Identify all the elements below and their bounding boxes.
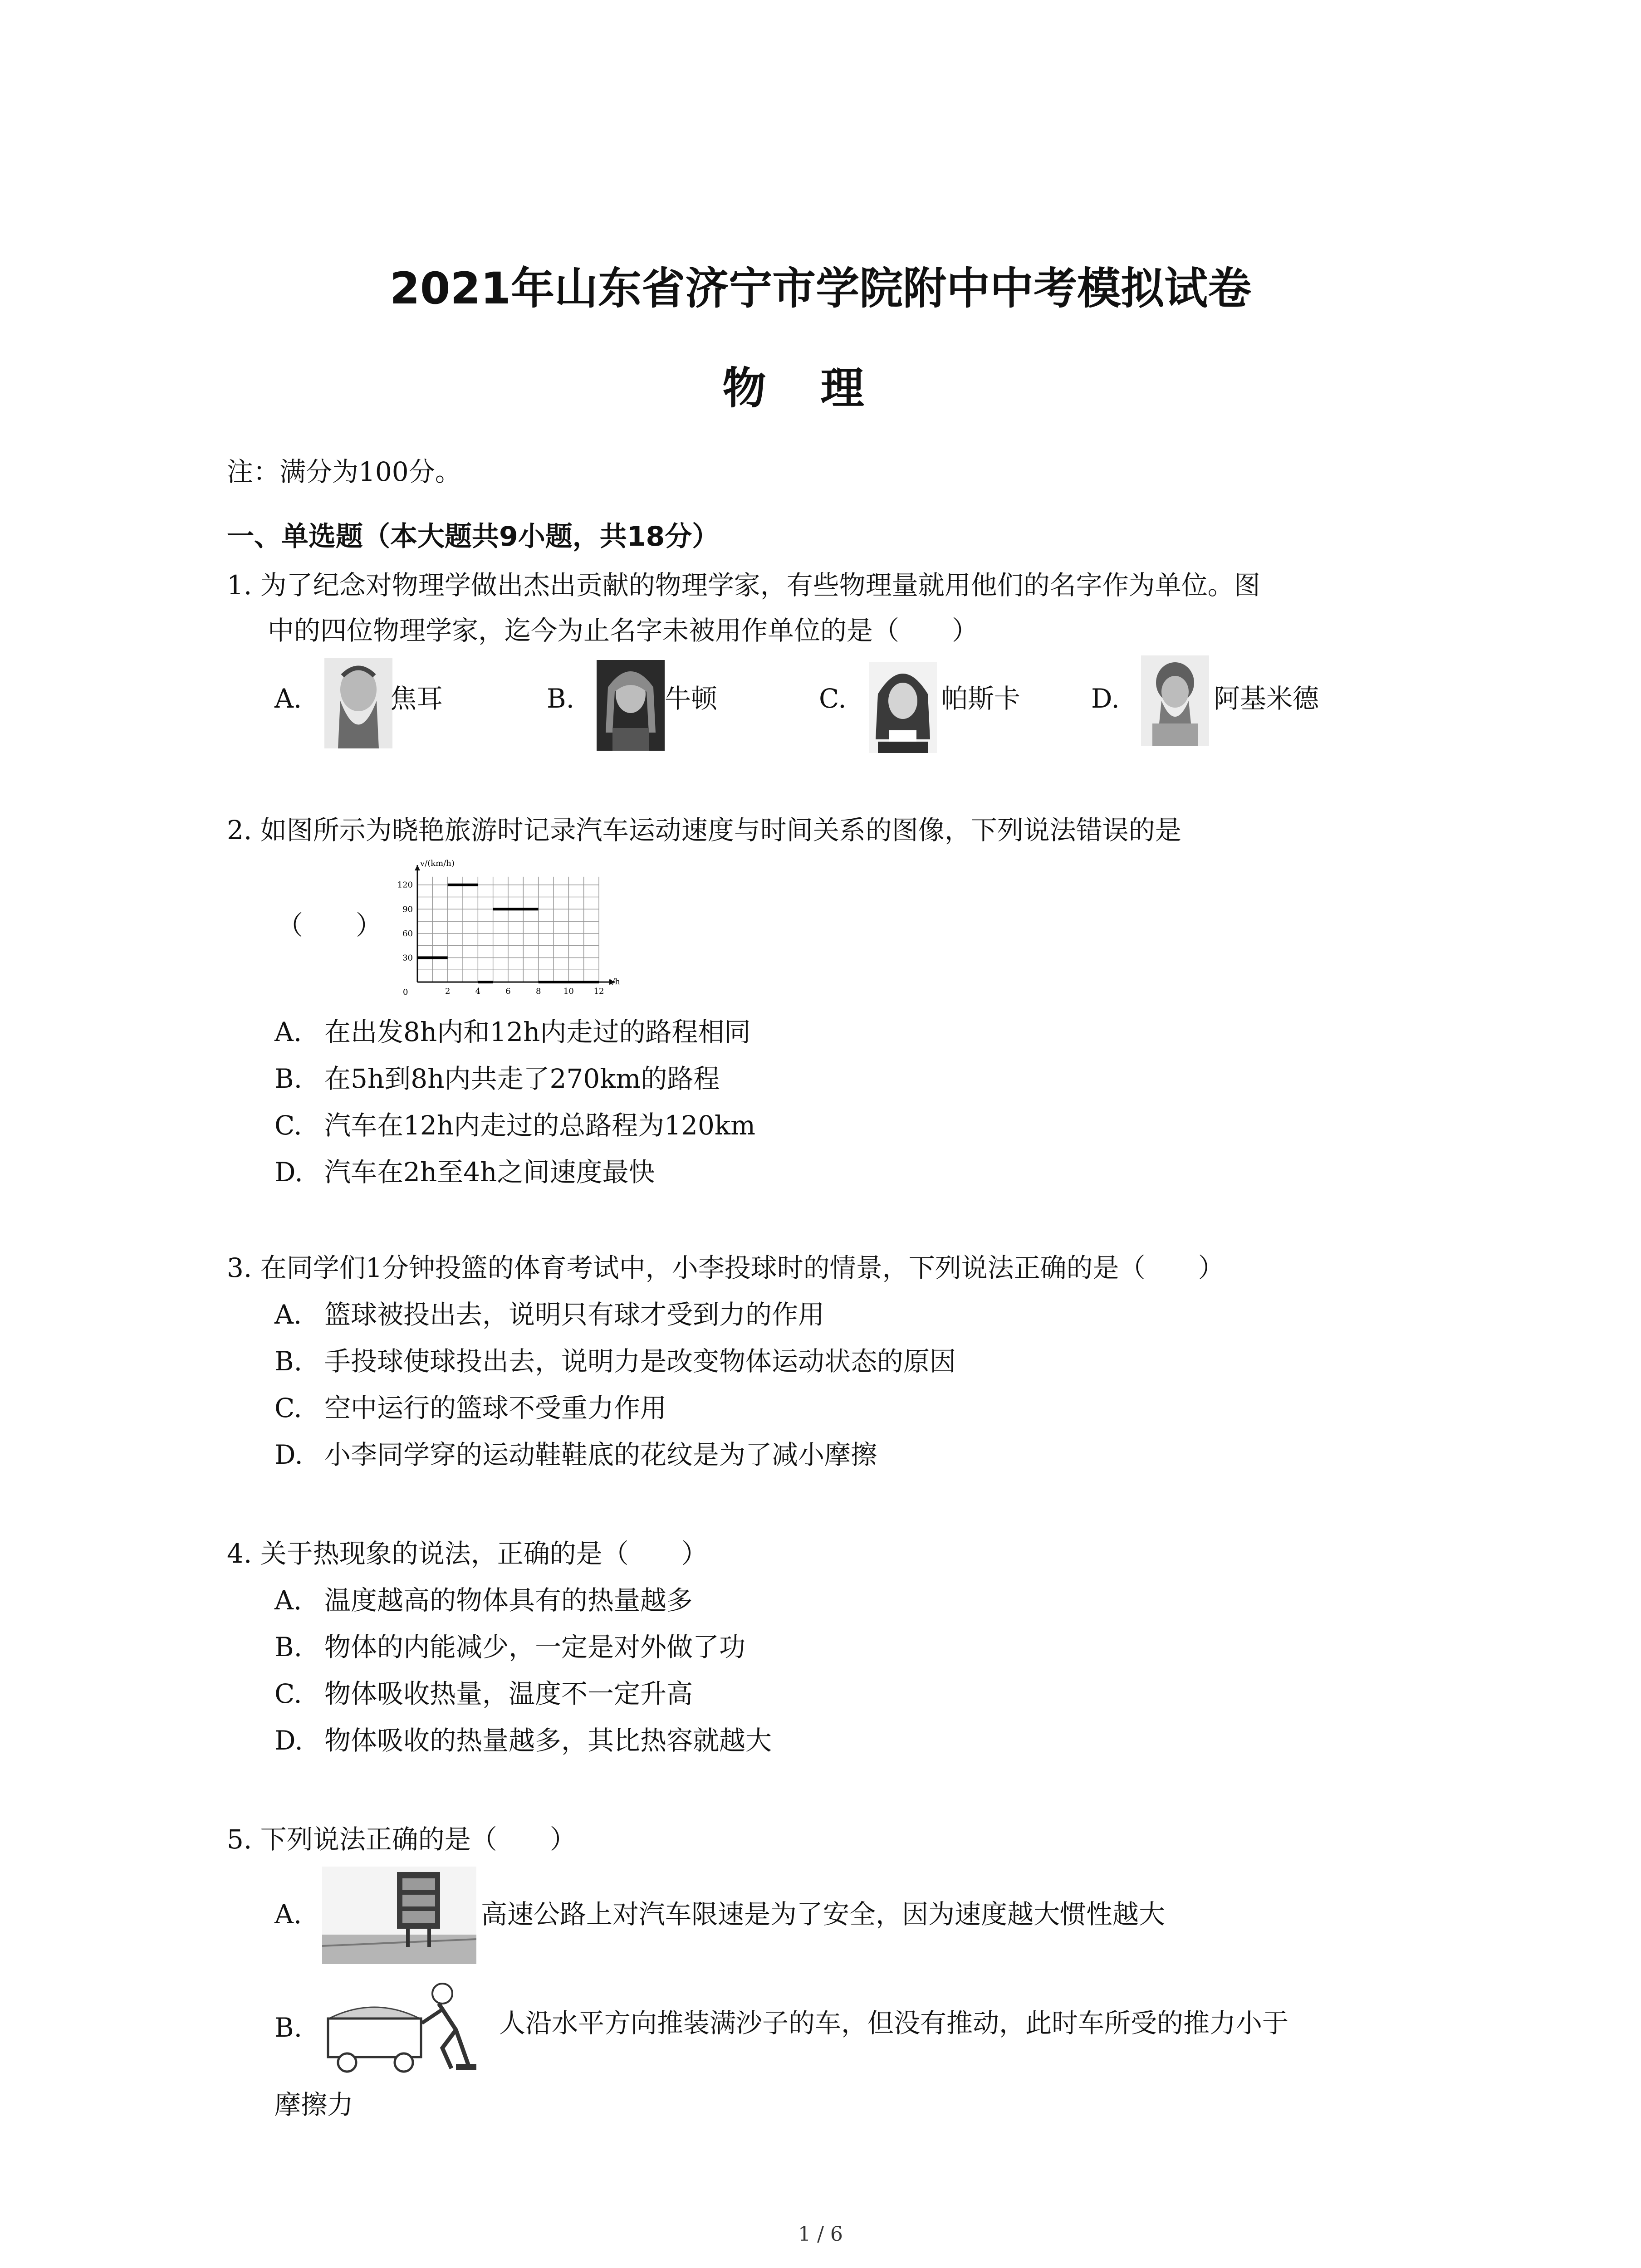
page-number: 1 / 6	[798, 2223, 843, 2246]
y-tick-label: 60	[402, 929, 413, 938]
q3-stem: 3. 在同学们1分钟投篮的体育考试中，小李投球时的情景，下列说法正确的是（ ）	[227, 1252, 1225, 1283]
x-tick-label: 12	[593, 987, 604, 996]
q4-option-a-letter: A.	[274, 1585, 302, 1616]
q5-stem: 5. 下列说法正确的是（ ）	[227, 1824, 576, 1855]
q1-option-d-text: 阿基米德	[1214, 683, 1319, 714]
q4-option-d-letter: D.	[274, 1725, 303, 1756]
subject-title: 物理	[722, 363, 919, 414]
page-title: 2021年山东省济宁市学院附中中考模拟试卷	[389, 263, 1252, 314]
q2-stem: 2. 如图所示为晓艳旅游时记录汽车运动速度与时间关系的图像，下列说法错误的是	[227, 815, 1181, 846]
chart-x-axis-label: t/h	[609, 977, 620, 987]
q3-option-d-letter: D.	[274, 1439, 303, 1470]
q2-option-c-letter: C.	[274, 1110, 302, 1141]
x-tick-label: 6	[505, 987, 511, 996]
q2-option-a-text: 在出发8h内和12h内走过的路程相同	[324, 1017, 751, 1047]
q3-option-b-letter: B.	[274, 1346, 303, 1377]
q2-option-b-letter: B.	[274, 1063, 303, 1094]
q2-option-c-text: 汽车在12h内走过的总路程为120km	[324, 1110, 756, 1141]
highway-speed-sign-icon	[322, 1867, 476, 1964]
q1-stem-line1: 1. 为了纪念对物理学做出杰出贡献的物理学家，有些物理量就用他们的名字作为单位。图	[227, 570, 1260, 601]
q1-option-c-letter: C.	[819, 683, 847, 714]
q3-option-c-text: 空中运行的篮球不受重力作用	[324, 1393, 667, 1423]
y-tick-label: 120	[397, 880, 413, 890]
score-note: 注：满分为100分。	[227, 456, 461, 487]
q5-option-b-letter: B.	[274, 2012, 303, 2043]
q1-option-b-letter: B.	[547, 683, 575, 714]
q5-option-a-letter: A.	[274, 1899, 302, 1930]
portrait-newton-icon	[597, 660, 665, 751]
portrait-archimedes-icon	[1141, 655, 1209, 746]
q1-option-c-text: 帕斯卡	[941, 683, 1021, 714]
chart-y-axis-label: v/(km/h)	[420, 860, 455, 868]
q2-option-a-letter: A.	[274, 1017, 302, 1047]
chart-origin-label: 0	[403, 987, 408, 997]
chart-tick-labels	[397, 880, 604, 996]
y-tick-label: 90	[402, 904, 413, 914]
q1-option-a-text: 焦耳	[390, 683, 443, 714]
x-tick-label: 10	[563, 987, 574, 996]
q1-option-d-letter: D.	[1091, 683, 1120, 714]
q4-option-b-letter: B.	[274, 1632, 303, 1662]
q5-option-b-text: 人沿水平方向推装满沙子的车，但没有推动，此时车所受的推力小于	[499, 2008, 1289, 2038]
y-axis-arrow	[415, 865, 420, 870]
q3-option-b-text: 手投球使球投出去，说明力是改变物体运动状态的原因	[324, 1346, 956, 1377]
x-tick-label: 8	[535, 987, 541, 996]
q3-option-d-text: 小李同学穿的运动鞋鞋底的花纹是为了减小摩擦	[324, 1439, 877, 1470]
q3-option-a-text: 篮球被投出去，说明只有球才受到力的作用	[324, 1299, 825, 1330]
portrait-pascal-icon	[869, 662, 937, 753]
q3-option-c-letter: C.	[274, 1393, 302, 1423]
x-tick-label: 2	[445, 987, 451, 996]
chart-axes	[415, 865, 615, 985]
q2-option-d-text: 汽车在2h至4h之间速度最快	[324, 1157, 655, 1188]
section-heading: 一、单选题（本大题共9小题，共18分）	[227, 521, 720, 552]
q4-option-c-text: 物体吸收热量，温度不一定升高	[324, 1678, 693, 1709]
chart-grid	[417, 877, 599, 982]
q4-stem: 4. 关于热现象的说法，正确的是（ ）	[227, 1538, 708, 1569]
portrait-joule-icon	[324, 658, 392, 748]
q5-option-b-text-cont: 摩擦力	[274, 2089, 354, 2120]
q5-option-a-text: 高速公路上对汽车限速是为了安全，因为速度越大惯性越大	[481, 1899, 1166, 1930]
q4-option-c-letter: C.	[274, 1678, 302, 1709]
speed-time-chart	[377, 860, 635, 1005]
q4-option-a-text: 温度越高的物体具有的热量越多	[324, 1585, 693, 1616]
x-tick-label: 4	[475, 987, 481, 996]
q1-option-a-letter: A.	[274, 683, 302, 714]
q4-option-b-text: 物体的内能减少，一定是对外做了功	[324, 1632, 746, 1662]
q4-option-d-text: 物体吸收的热量越多，其比热容就越大	[324, 1725, 772, 1756]
q1-stem-line2: 中的四位物理学家，迄今为止名字未被用作单位的是（ ）	[268, 615, 979, 646]
person-pushing-cart-icon	[320, 1975, 495, 2075]
q2-option-d-letter: D.	[274, 1157, 303, 1188]
q2-option-b-text: 在5h到8h内共走了270km的路程	[324, 1063, 720, 1094]
q2-answer-paren: （ ）	[277, 910, 382, 941]
y-tick-label: 30	[402, 953, 413, 963]
q3-option-a-letter: A.	[274, 1299, 302, 1330]
q1-option-b-text: 牛顿	[665, 683, 718, 714]
